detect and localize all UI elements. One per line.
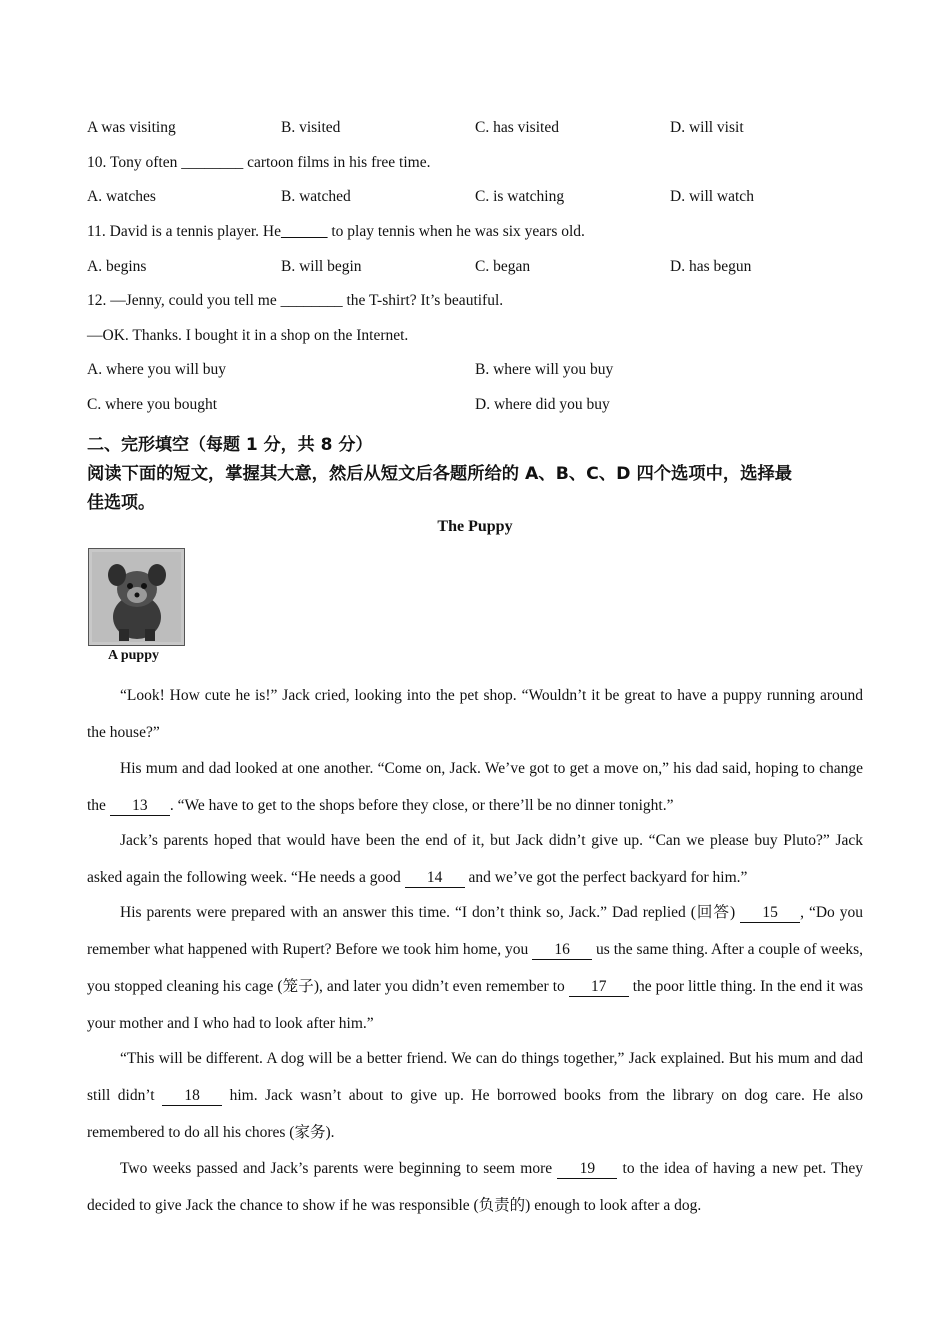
p3-text-b: and we’ve got the perfect backyard for him.” <box>464 869 748 886</box>
q11-stem <box>87 223 585 241</box>
p4-text-d: the poor little thing. In the end it was your mother and I who had to look after him.” <box>87 978 863 1032</box>
p5-text-a: “This will be different. A dog will be a better friend. We can do things together,” Jack explained. But his mum and dad still didn’t <box>87 1050 863 1104</box>
q9-option-b: B. visited <box>281 119 341 136</box>
blank-18: 18 <box>162 1087 222 1106</box>
passage-paragraph-3 <box>87 822 863 896</box>
passage-paragraph-5 <box>87 1040 863 1151</box>
q12-option-a: A. where you will buy <box>87 361 227 378</box>
blank-15: 15 <box>740 904 800 923</box>
q11-blank: ______ <box>281 223 328 240</box>
q12-stem: 12. —Jenny, could you tell me ________ the T-shirt? It’s beautiful. <box>87 292 504 309</box>
q10-option-b: B. watched <box>281 188 351 205</box>
q12-reply: —OK. Thanks. I bought it in a shop on the Internet. <box>87 327 409 344</box>
passage-paragraph-4 <box>87 894 863 1042</box>
q12-option-c: C. where you bought <box>87 396 218 413</box>
puppy-image <box>88 548 185 646</box>
p4-text-a: His parents were prepared with an answer this time. “I don’t think so, Jack.” Dad replied (回答) <box>120 904 741 921</box>
p1-text: “Look! How cute he is!” Jack cried, looking into the pet shop. “Wouldn’t it be great to have a puppy running around the house?” <box>87 687 863 741</box>
p2-text-b: . “We have to get to the shops before they close, or there’ll be no dinner tonight.” <box>169 797 674 814</box>
q10-option-d: D. will watch <box>670 188 754 205</box>
q11-option-a: A. begins <box>87 258 147 275</box>
passage-title: The Puppy <box>437 518 513 535</box>
q9-option-c: C. has visited <box>475 119 559 136</box>
q11-option-b: B. will begin <box>281 258 362 275</box>
q11-stem-after: to play tennis when he was six years old. <box>327 223 585 240</box>
p2-text-a: His mum and dad looked at one another. “Come on, Jack. We’ve got to get a move on,” his dad said, hoping to change the <box>87 760 863 814</box>
section-instruction-line2: 佳选项。 <box>87 493 155 513</box>
blank-17: 17 <box>569 978 629 997</box>
p4-text-c: us the same thing. After a couple of weeks, you stopped cleaning his cage (笼子), and later you didn’t even remember to <box>87 941 863 995</box>
q11-stem-before: 11. David is a tennis player. He <box>87 223 281 240</box>
p4-text-b: , “Do you remember what happened with Rupert? Before we took him home, you <box>87 904 863 958</box>
q9-option-a: A was visiting <box>87 119 176 136</box>
p6-text-a: Two weeks passed and Jack’s parents were beginning to seem more <box>120 1160 558 1177</box>
image-caption: A puppy <box>108 648 159 663</box>
blank-16: 16 <box>532 941 592 960</box>
q10-stem: 10. Tony often ________ cartoon films in his free time. <box>87 154 431 171</box>
blank-13: 13 <box>110 797 170 816</box>
p3-text-a: Jack’s parents hoped that would have been the end of it, but Jack didn’t give up. “Can we please buy Pluto?” Jack asked again the following week. “He needs a good <box>87 832 863 886</box>
q9-option-d: D. will visit <box>670 119 744 136</box>
passage-paragraph-6 <box>87 1150 863 1224</box>
q12-option-b: B. where will you buy <box>475 361 614 378</box>
blank-19: 19 <box>557 1160 617 1179</box>
section-heading: 二、完形填空（每题 1 分，共 8 分） <box>87 435 373 455</box>
q10-option-c: C. is watching <box>475 188 565 205</box>
passage-paragraph-1 <box>87 677 863 751</box>
p6-text-b: to the idea of having a new pet. They decided to give Jack the chance to show if he was responsible (负责的) enough to look after a dog. <box>87 1160 863 1214</box>
puppy-illustration <box>89 549 184 645</box>
q11-option-c: C. began <box>475 258 531 275</box>
q11-option-d: D. has begun <box>670 258 752 275</box>
section-instruction-line1: 阅读下面的短文，掌握其大意，然后从短文后各题所给的 A、B、C、D 四个选项中，选择最 <box>87 464 793 484</box>
q10-option-a: A. watches <box>87 188 156 205</box>
passage-paragraph-2 <box>87 750 863 824</box>
q12-option-d: D. where did you buy <box>475 396 610 413</box>
blank-14: 14 <box>405 869 465 888</box>
p5-text-b: him. Jack wasn’t about to give up. He borrowed books from the library on dog care. He also remembered to do all his chores (家务). <box>87 1087 863 1141</box>
